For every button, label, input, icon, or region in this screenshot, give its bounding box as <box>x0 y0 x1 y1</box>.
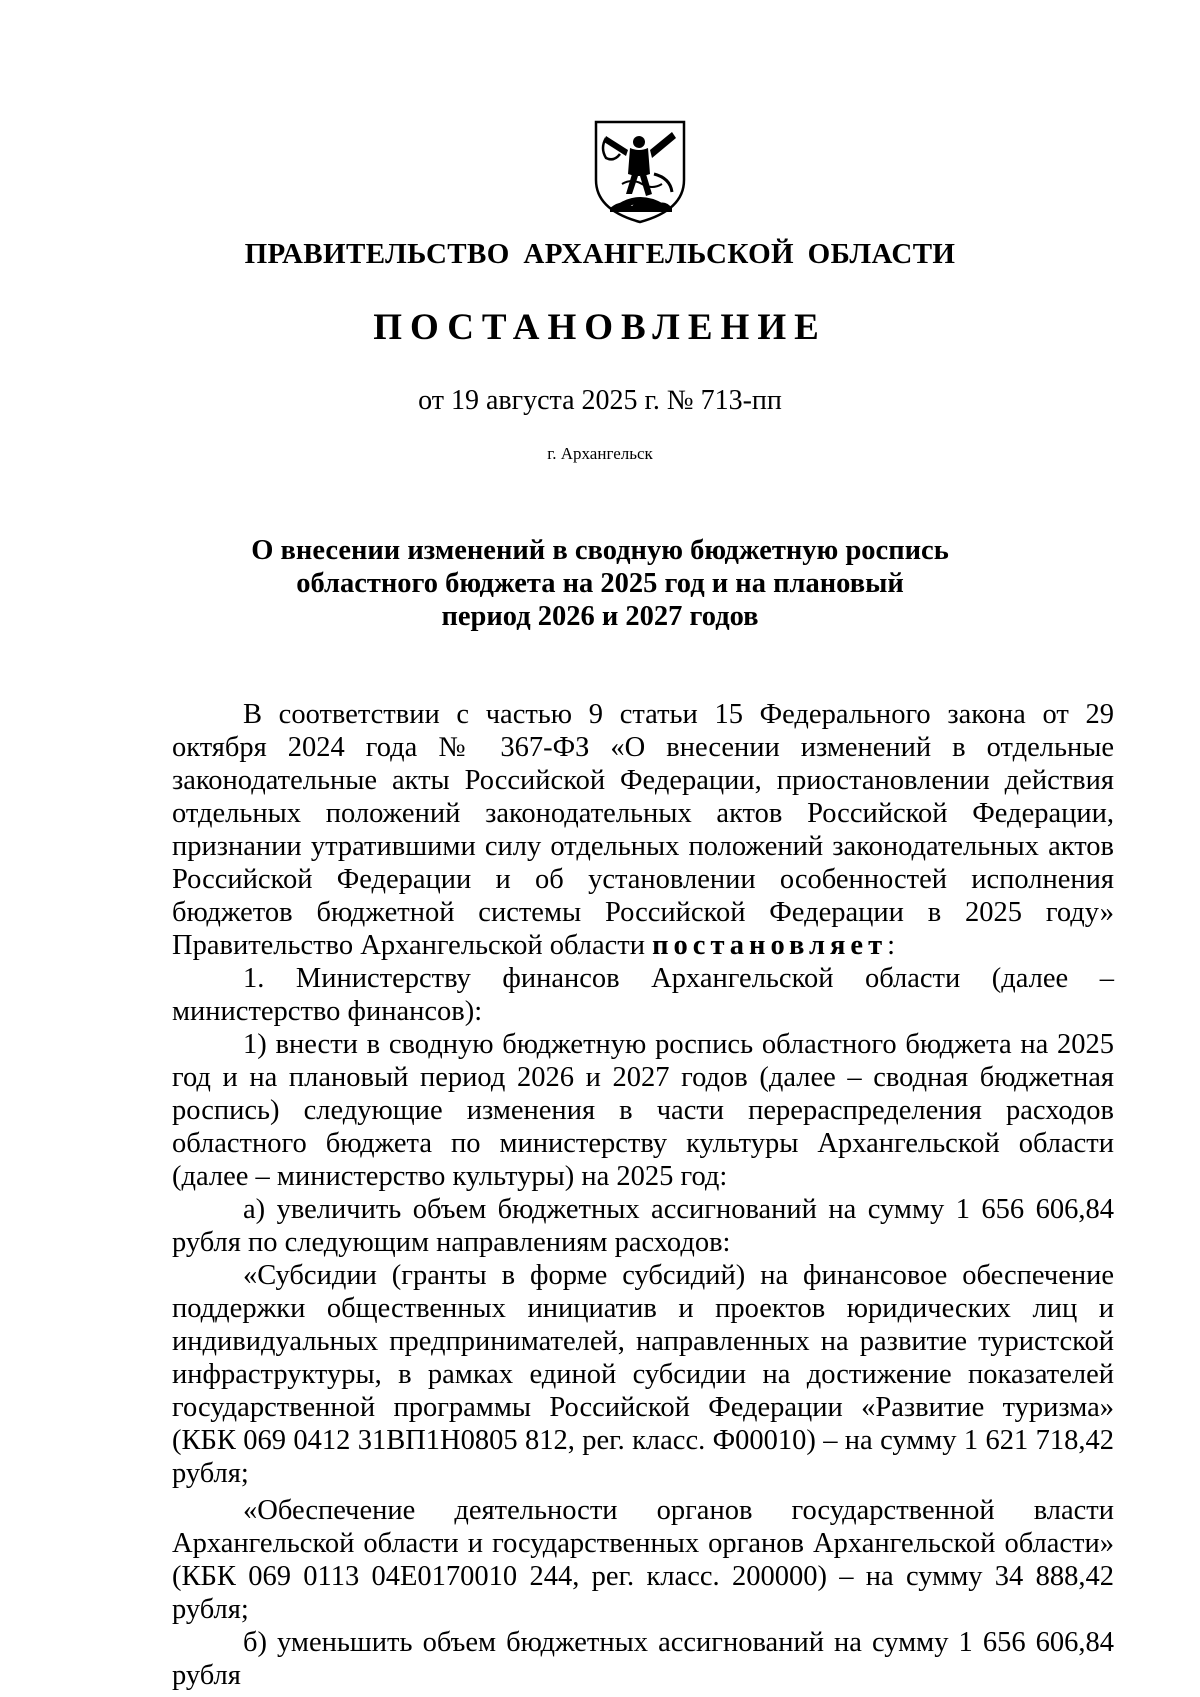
preamble-text: В соответствии с частью 9 статьи 15 Федерального закона от 29 октября 2024 года № 367-ФЗ «О внесении изменений в отдельные законодательные акты Российской Федерации, приостановлении действия отдельных положений законодательных актов Российской Федерации, признании утратившими силу отдельных положений законодательных актов Российской Федерации и об установлении особенностей исполнения бюджетов бюджетной системы Российской Федерации в 2025 году» Правительство Архангельской области <box>172 699 1114 961</box>
document-body <box>172 698 1114 1692</box>
item-b: б) уменьшить объем бюджетных ассигнований на сумму 1 656 606,84 рубля <box>172 1627 1114 1691</box>
document-city: г. Архангельск <box>547 444 653 463</box>
decree-colon: : <box>887 930 895 961</box>
item-1: 1. Министерству финансов Архангельской области (далее – министерство финансов): <box>172 963 1114 1027</box>
document-title: О внесении изменений в сводную бюджетную роспись областного бюджета на 2025 год и на плановый период 2026 и 2027 годов <box>251 535 949 632</box>
document-type: ПОСТАНОВЛЕНИЕ <box>373 307 827 348</box>
decree-word: постановляет <box>652 930 888 961</box>
item-a: а) увеличить объем бюджетных ассигнований на сумму 1 656 606,84 рубля по следующим направлениям расходов: <box>172 1194 1114 1258</box>
organization-name: ПРАВИТЕЛЬСТВО АРХАНГЕЛЬСКОЙ ОБЛАСТИ <box>244 238 956 270</box>
document-date-number: от 19 августа 2025 г. № 713-пп <box>418 385 782 416</box>
quote-paragraph-1: «Субсидии (гранты в форме субсидий) на финансовое обеспечение поддержки общественных инициатив и проектов юридических лиц и индивидуальных предпринимателей, направленных на развитие туристской инфраструктуры, в рамках единой субсидии на достижение показателей государственной программы Российской Федерации «Развитие туризма» (КБК 069 0412 31ВП1Н0805 812, рег. класс. Ф00010) – на сумму 1 621 718,42 рубля; <box>172 1260 1114 1489</box>
quote-paragraph-2: «Обеспечение деятельности органов государственной власти Архангельской области и государственных органов Архангельской области» (КБК 069 0113 04Е0170010 244, рег. класс. 200000) – на сумму 34 888,42 рубля; <box>172 1495 1114 1625</box>
coat-of-arms-icon <box>592 118 688 226</box>
item-1-1: 1) внести в сводную бюджетную роспись областного бюджета на 2025 год и на плановый период 2026 и 2027 годов (далее – сводная бюджетная роспись) следующие изменения в части перераспределения расходов областного бюджета по министерству культуры Архангельской области (далее – министерство культуры) на 2025 год: <box>172 1029 1114 1192</box>
preamble-paragraph <box>172 698 1114 962</box>
